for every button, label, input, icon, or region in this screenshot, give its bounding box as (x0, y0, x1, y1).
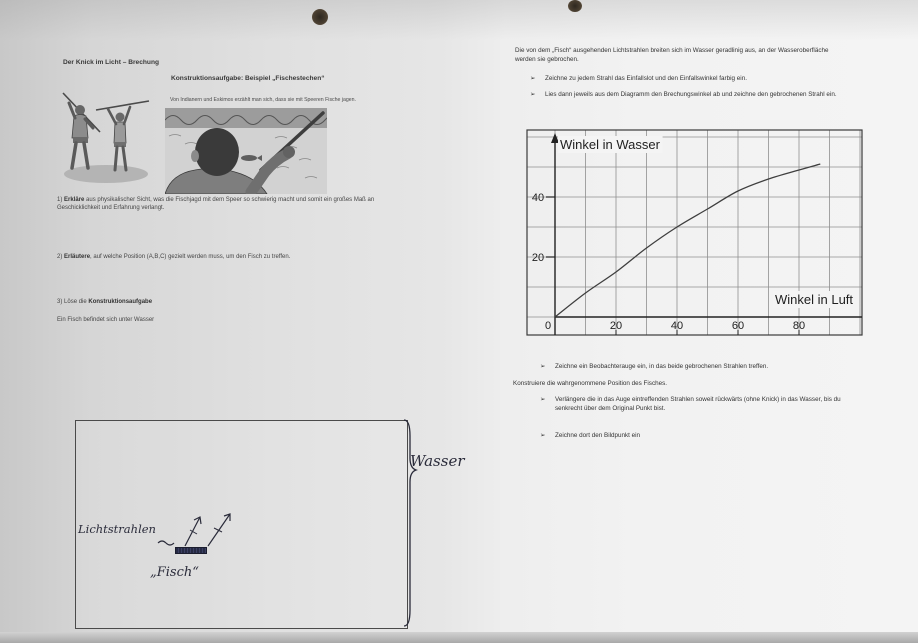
step-text: Zeichne ein Beobachterauge ein, in das beide gebrochenen Strahlen treffen. (555, 363, 769, 370)
x-tick-label: 40 (670, 320, 684, 332)
question-text-before: Löse die (64, 299, 89, 305)
x-tick-label: 0 (544, 320, 552, 332)
question-keyword: Konstruktionsaufgabe (88, 299, 153, 305)
photo-shading (0, 0, 918, 40)
question-2 (57, 253, 402, 261)
fish-spearing-illustration (165, 108, 327, 194)
water-brace (402, 418, 418, 630)
step-image-point (540, 431, 852, 440)
step-extend-rays (540, 395, 852, 414)
punch-hole-right (568, 0, 582, 12)
question-number: 3) (57, 299, 65, 305)
bullet-marker: ➢ (540, 432, 546, 439)
hunters-illustration (60, 88, 152, 184)
step-incidence-normal (530, 74, 860, 83)
bullet-marker: ➢ (540, 396, 546, 403)
step-observer-eye (540, 362, 860, 371)
task-statement: Ein Fisch befindet sich unter Wasser (57, 317, 155, 323)
light-rays-label: Lichtstrahlen (78, 522, 156, 536)
pointer-tilde (158, 541, 174, 545)
question-text: aus physikalischer Sicht, was die Fischjagd mit dem Speer so schwierig macht und somit ein großes Maß an Geschicklichkeit und Erfahrung verlangt. (57, 197, 375, 212)
question-3 (57, 298, 402, 306)
construct-heading: Konstruiere die wahrgenommene Position des Fisches. (513, 380, 668, 387)
y-tick-label: 20 (531, 252, 545, 264)
right-intro: Die von dem „Fisch“ ausgehenden Lichtstrahlen breiten sich im Wasser geradlinig aus, an der Wasseroberfläche werden sie gebrochen. (515, 47, 829, 64)
worksheet-title: Der Knick im Licht – Brechung (63, 59, 159, 66)
question-text: , auf welche Position (A,B,C) gezielt werden muss, um den Fisch zu treffen. (90, 254, 291, 260)
bullet-marker: ➢ (530, 75, 536, 82)
fish-label: „Fisch“ (150, 565, 199, 580)
question-number: 1) (57, 197, 65, 203)
step-read-diagram (530, 90, 858, 99)
bullet-marker: ➢ (530, 91, 536, 98)
task-intro: Von Indianern und Eskimos erzählt man sich, dass sie mit Speeren Fische jagen. (170, 97, 356, 103)
question-1 (57, 196, 402, 212)
step-text: Zeichne dort den Bildpunkt ein (555, 432, 641, 439)
x-tick-label: 20 (609, 320, 623, 332)
water-label: Wasser (410, 452, 465, 470)
page-bottom-edge (0, 632, 918, 643)
x-tick-label: 60 (731, 320, 745, 332)
y-axis-label: Winkel in Wasser (560, 137, 660, 152)
punch-hole-left (312, 9, 328, 25)
refraction-angle-chart (525, 128, 865, 338)
y-tick-label: 40 (531, 192, 545, 204)
fish-marker (175, 547, 207, 554)
step-text: Lies dann jeweils aus dem Diagramm den Brechungswinkel ab und zeichne den gebrochenen Strahl ein. (545, 91, 837, 98)
question-number: 2) (57, 254, 65, 260)
question-verb: Erkläre (64, 197, 85, 203)
task-heading: Konstruktionsaufgabe: Beispiel „Fischestechen“ (171, 75, 325, 82)
y-axis-arrow (551, 133, 559, 143)
x-tick-label: 80 (792, 320, 806, 332)
step-text: Zeichne zu jedem Strahl das Einfallslot und den Einfallswinkel farbig ein. (545, 75, 747, 82)
x-axis-label: Winkel in Luft (775, 292, 854, 307)
question-verb: Erläutere (64, 254, 91, 260)
bullet-marker: ➢ (540, 363, 546, 370)
step-text: Verlängere die in das Auge eintreffenden Strahlen soweit rückwärts (ohne Knick) in das Wasser, bis du senkrecht über dem Original Punkt bist. (555, 396, 841, 413)
